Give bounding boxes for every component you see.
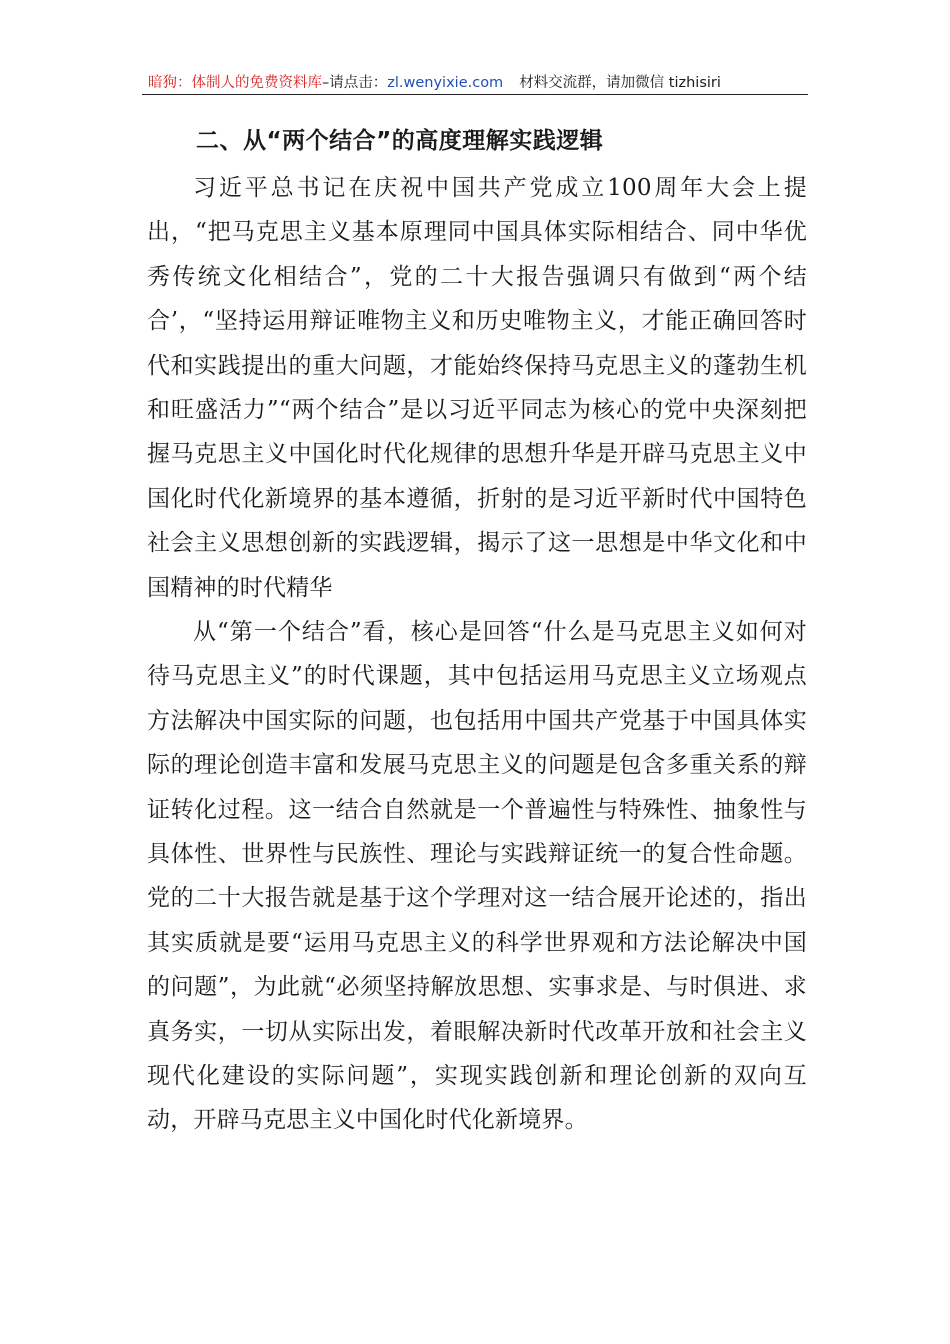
header-link[interactable]: zl.wenyixie.com bbox=[387, 75, 504, 91]
header-divider bbox=[142, 94, 808, 95]
paragraph-1: 习近平总书记在庆祝中国共产党成立100周年大会上提出，“把马克思主义基本原理同中国具体实际相结合、同中华优秀传统文化相结合”，党的二十大报告强调只有做到“两个结合’，“坚持运用辩证唯物主义和历史唯物主义，才能正确回答时代和实践提出的重大问题，才能始终保持马克思主义的蓬勃生机和旺盛活力”“两个结合”是以习近平同志为核心的党中央深刻把握马克思主义中国化时代化规律的思想升华是开辟马克思主义中国化时代化新境界的基本遵循，折射的是习近平新时代中国特色社会主义思想创新的实践逻辑，揭示了这一思想是中华文化和中国精神的时代精华 bbox=[147, 175, 807, 601]
header-group-note: 材料交流群，请加微信 tizhisiri bbox=[519, 75, 721, 91]
section-heading: 二、从“两个结合”的高度理解实践逻辑 bbox=[196, 128, 604, 154]
header-brand: 暗狗：体制人的免费资料库 bbox=[148, 75, 322, 91]
page-header bbox=[148, 72, 808, 94]
header-prompt: –请点击： bbox=[322, 75, 388, 91]
paragraph-2: 从“第一个结合”看，核心是回答“什么是马克思主义如何对待马克思主义”的时代课题，其中包括运用马克思主义立场观点方法解决中国实际的问题，也包括用中国共产党基于中国具体实际的理论创造丰富和发展马克思主义的问题是包含多重关系的辩证转化过程。这一结合自然就是一个普遍性与特殊性、抽象性与具体性、世界性与民族性、理论与实践辩证统一的复合性命题。党的二十大报告就是基于这个学理对这一结合展开论述的，指出其实质就是要“运用马克思主义的科学世界观和方法论解决中国的问题”，为此就“必须坚持解放思想、实事求是、与时俱进、求真务实，一切从实际出发，着眼解决新时代改革开放和社会主义现代化建设的实际问题”，实现实践创新和理论创新的双向互动，开辟马克思主义中国化时代化新境界。 bbox=[147, 619, 807, 1134]
